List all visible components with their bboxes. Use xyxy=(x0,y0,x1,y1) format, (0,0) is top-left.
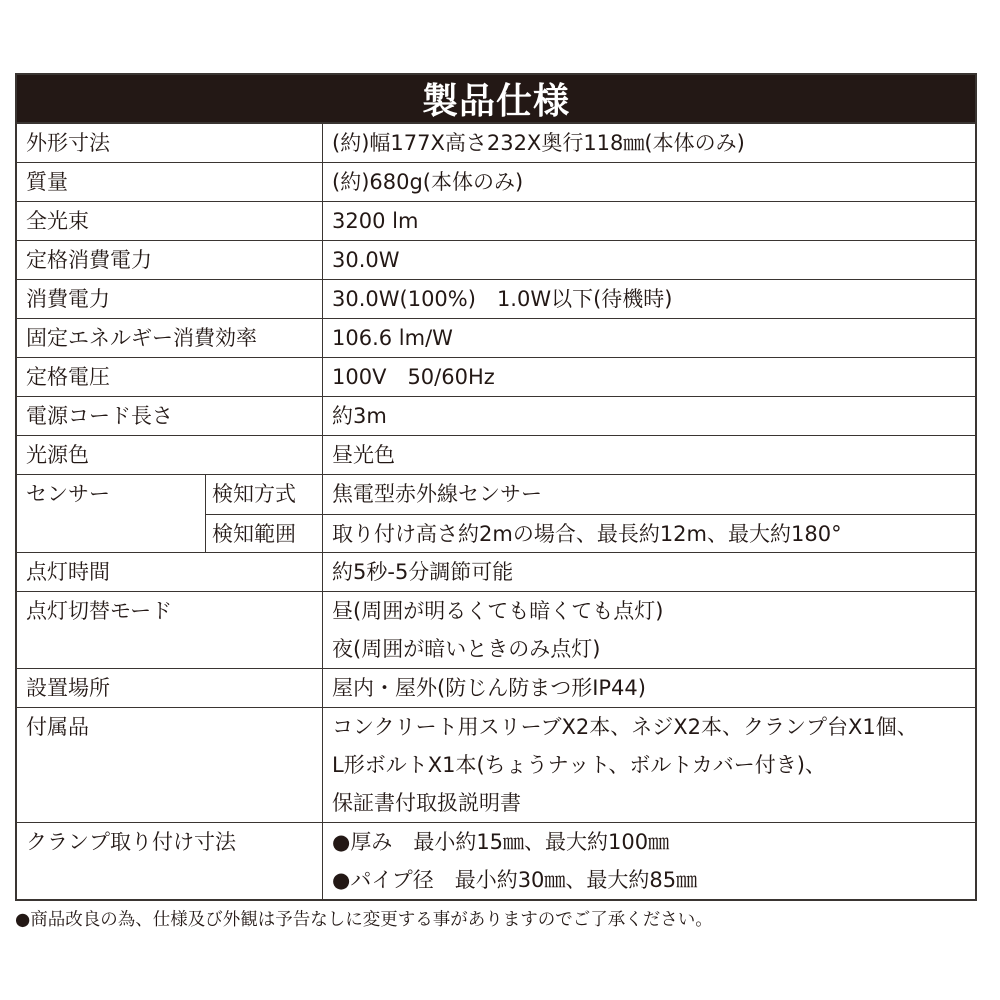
spec-value: 保証書付取扱説明書 xyxy=(332,791,521,815)
spec-value: 屋内・屋外(防じん防まつ形IP44) xyxy=(332,676,646,700)
spec-value: 100V 50/60Hz xyxy=(332,365,495,389)
spec-value: 夜(周囲が暗いときのみ点灯) xyxy=(332,637,601,661)
spec-label: センサー xyxy=(17,475,206,552)
spec-row-efficiency xyxy=(17,319,975,358)
spec-sublabel: 検知範囲 xyxy=(206,514,322,553)
spec-value: (約)幅177X高さ232X奥行118㎜(本体のみ) xyxy=(332,131,745,155)
spec-row-rated-voltage xyxy=(17,358,975,397)
spec-value: L形ボルトX1本(ちょうナット、ボルトカバー付き)、 xyxy=(332,753,826,777)
spec-row-cord-length xyxy=(17,397,975,436)
spec-value: 昼(周囲が明るくても暗くても点灯) xyxy=(332,599,664,623)
spec-value: 焦電型赤外線センサー xyxy=(332,482,542,506)
spec-label: 光源色 xyxy=(17,436,323,474)
spec-row-luminous-flux xyxy=(17,202,975,241)
spec-label: 設置場所 xyxy=(17,669,323,707)
spec-label: 固定エネルギー消費効率 xyxy=(17,319,323,357)
spec-value: ●厚み 最小約15㎜、最大約100㎜ xyxy=(332,830,670,854)
spec-row-accessories xyxy=(17,708,975,823)
spec-label: 電源コード長さ xyxy=(17,397,323,435)
spec-value: 106.6 lm/W xyxy=(332,326,453,350)
spec-value: 昼光色 xyxy=(332,443,395,467)
spec-table-title: 製品仕様 xyxy=(17,75,975,124)
spec-label: 付属品 xyxy=(17,708,323,822)
spec-value: 3200 lm xyxy=(332,209,419,233)
spec-row-sensor xyxy=(17,475,975,553)
spec-row-installation xyxy=(17,669,975,708)
spec-label: 全光束 xyxy=(17,202,323,240)
spec-row-weight xyxy=(17,163,975,202)
spec-label: 定格消費電力 xyxy=(17,241,323,279)
spec-sublabel: 検知方式 xyxy=(212,482,296,506)
spec-row-clamp-dimensions xyxy=(17,823,975,899)
spec-value: ●パイプ径 最小約30㎜、最大約85㎜ xyxy=(332,868,698,892)
spec-label: 定格電圧 xyxy=(17,358,323,396)
spec-value: 30.0W(100%) 1.0W以下(待機時) xyxy=(332,287,673,311)
spec-row-power-consumption xyxy=(17,280,975,319)
spec-label: 外形寸法 xyxy=(17,124,323,162)
spec-label: 質量 xyxy=(17,163,323,201)
spec-label: クランプ取り付け寸法 xyxy=(17,823,323,899)
spec-value: 取り付け高さ約2mの場合、最長約12m、最大約180° xyxy=(323,514,975,553)
spec-label: 点灯時間 xyxy=(17,553,323,591)
spec-value: 約5秒-5分調節可能 xyxy=(332,560,514,584)
spec-row-rated-power xyxy=(17,241,975,280)
spec-row-dimensions xyxy=(17,124,975,163)
spec-table xyxy=(15,73,977,901)
spec-value: (約)680g(本体のみ) xyxy=(332,170,524,194)
spec-value: 30.0W xyxy=(332,248,400,272)
spec-value: 約3m xyxy=(332,404,387,428)
spec-label: 消費電力 xyxy=(17,280,323,318)
footer-disclaimer: ●商品改良の為、仕様及び外観は予告なしに変更する事がありますのでご了承ください。 xyxy=(15,910,713,930)
spec-value: コンクリート用スリーブX2本、ネジX2本、クランプ台X1個、 xyxy=(332,715,918,739)
spec-row-lighting-time xyxy=(17,553,975,592)
spec-row-light-color xyxy=(17,436,975,475)
spec-row-lighting-mode xyxy=(17,592,975,669)
spec-label: 点灯切替モード xyxy=(17,592,323,668)
